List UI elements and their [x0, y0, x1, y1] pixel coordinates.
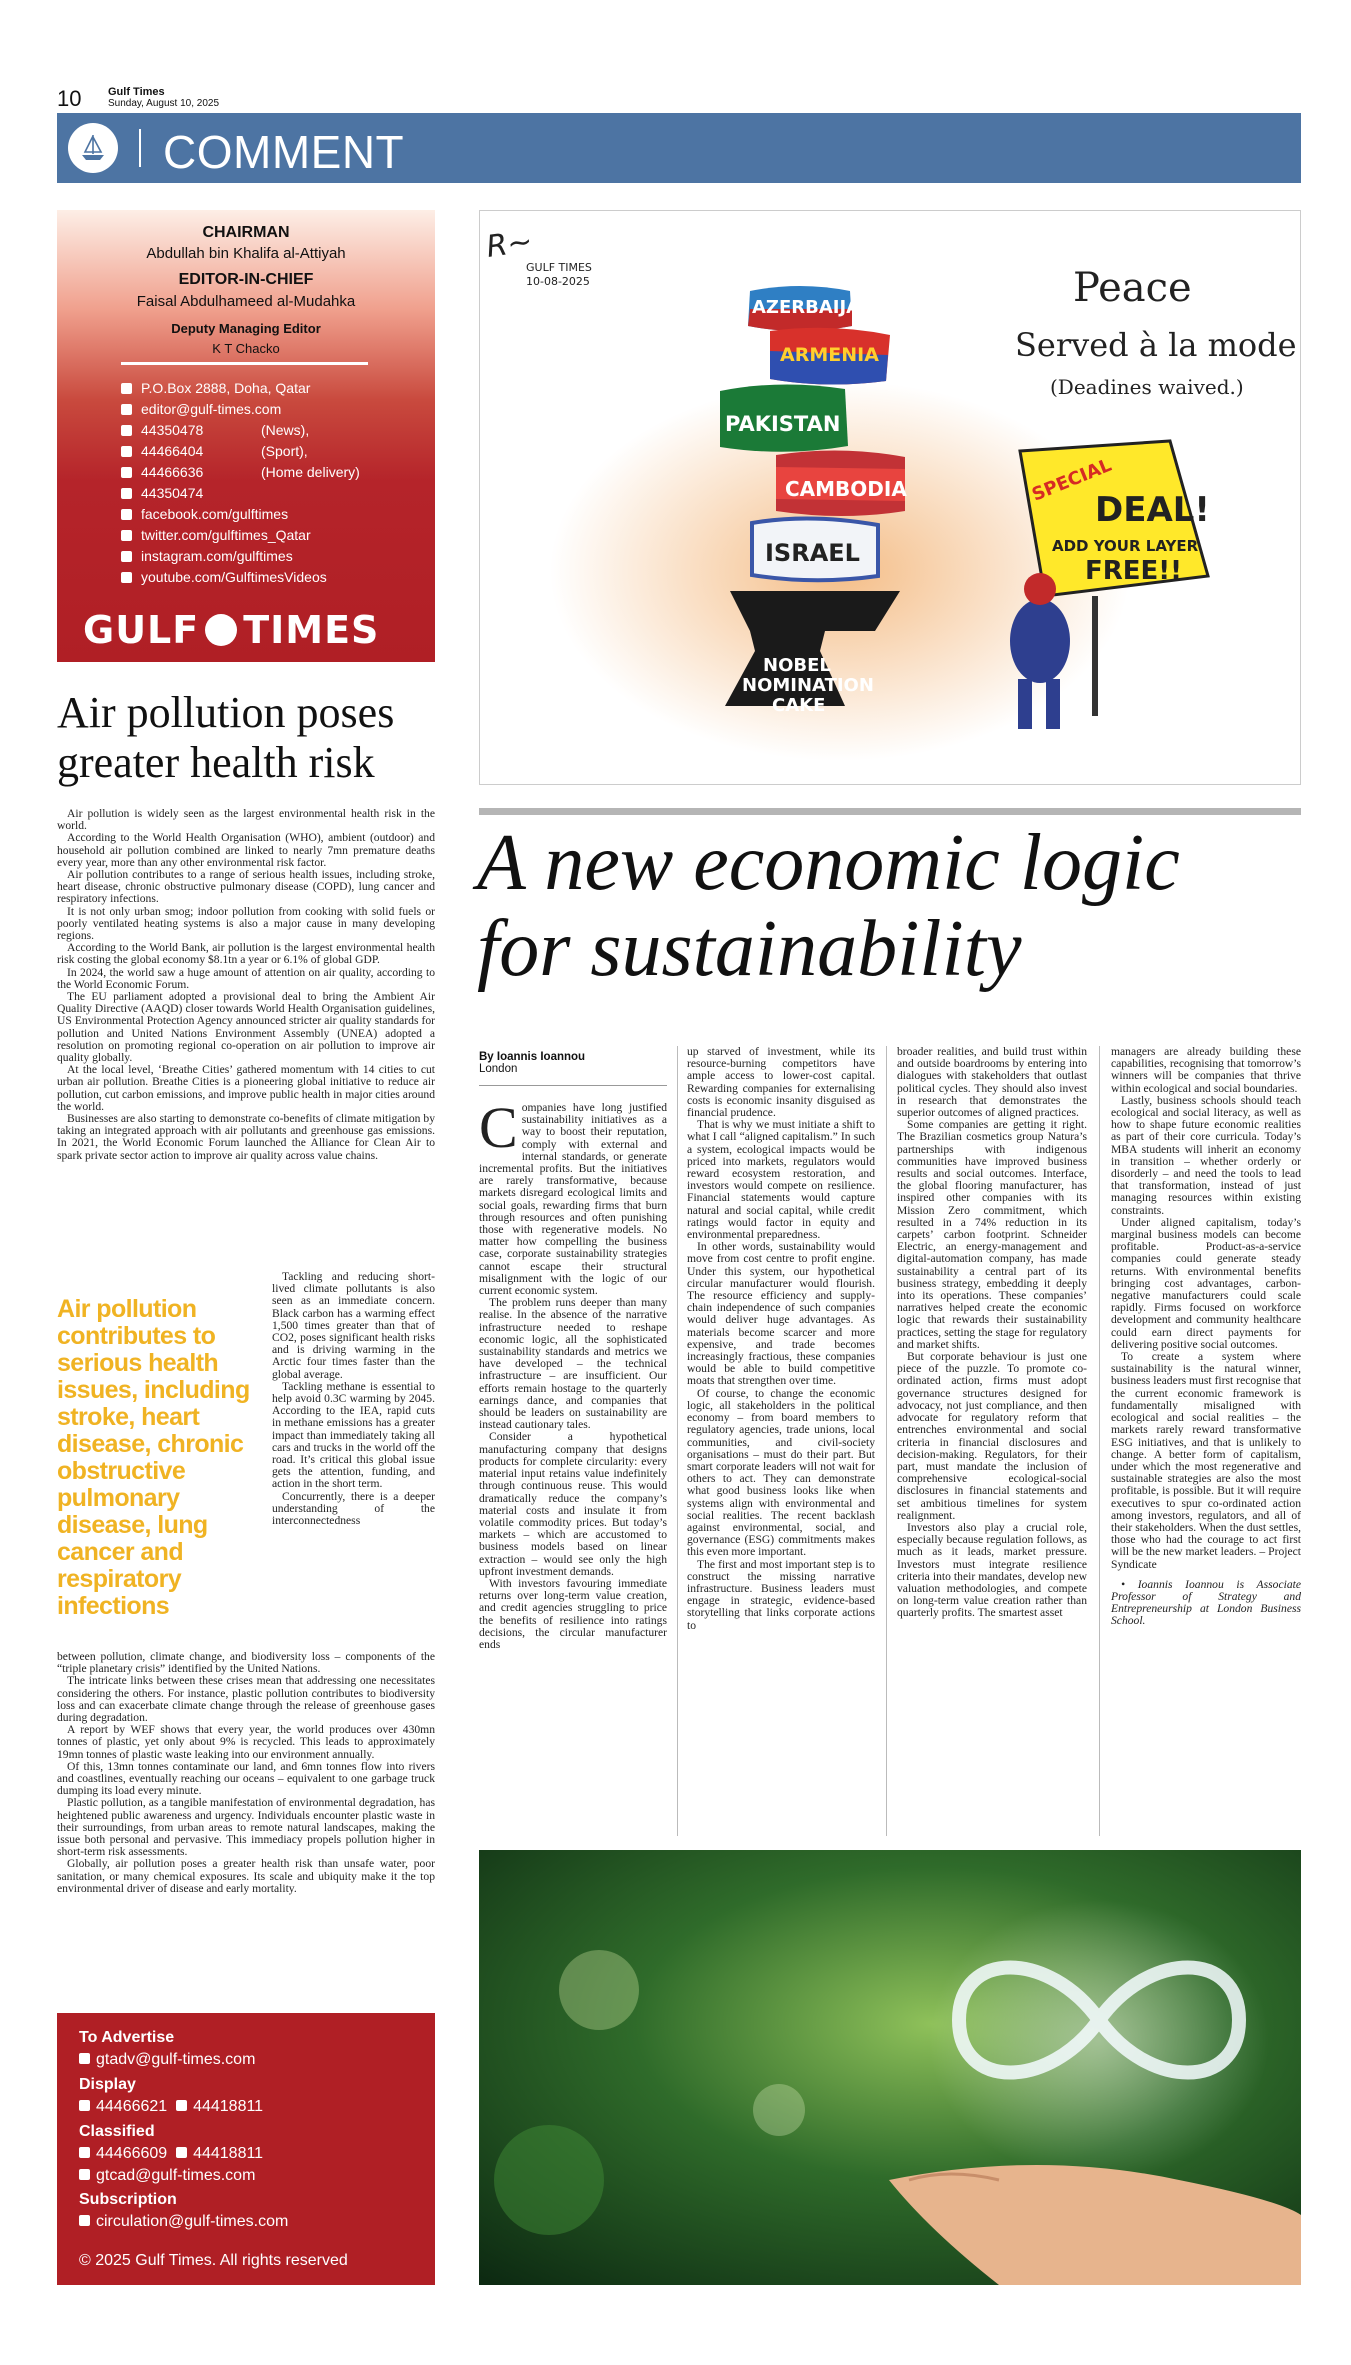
- cartoon-date: 10-08-2025: [526, 275, 590, 288]
- deputy-role: Deputy Managing Editor: [171, 321, 321, 336]
- advertise-email[interactable]: gtadv@gulf-times.com: [79, 2051, 255, 2069]
- sign-add-layer: ADD YOUR LAYER: [1052, 537, 1199, 555]
- instagram-icon: [121, 551, 132, 562]
- contact-facebook[interactable]: facebook.com/gulftimes: [121, 506, 288, 524]
- drop-cap: C: [479, 1095, 518, 1160]
- email-icon: [79, 2053, 90, 2064]
- mailbox-icon: [121, 383, 132, 394]
- svg-text:R~: R~: [484, 223, 535, 265]
- main-column-3: broader realities, and build trust within and outside boardrooms by entering into dialogues with stakeholders that outlast political cycles. They should also invest in research that demonstrates the superior outcomes of aligned practices. Some companies are getting it right. The Brazilian cosmetics group Natura’s partnerships with indigenous communities have improved business results and social outcomes. Interface, the global flooring manufacturer, has inspired other companies with its Mission Zero commitment, which resulted in a 74% reduction in its carpets’ carbon footprint. Schneider Electric, an energy-management and digital-automation company, has made sustainability a central part of its business strategy, embedding it deeply into its operations. These companies’ narratives helped create the economic logic that rewards their sustainability practices, setting the stage for regulatory and market shifts. But corporate behaviour is just one piece of the puzzle. To promote co-ordinated action, firms must adopt governance structures designed for advocacy, not just compliance, and then advocate for regulatory reform that entrenches environmental and social criteria in financial disclosures and decision-making. Regulators, for their part, must mandate the inclusion of comprehensive ecological-social disclosures in financial statements and set ambitious timelines for system realignment. Investors also play a crucial role, especially because regulation follows, as much as it leads, market pressure. Investors must integrate resilience criteria into their mandates, develop new valuation methodologies, and compete on long-term value creation rather than quarterly profits. The smartest asset: [897, 1045, 1087, 1620]
- cake-label-3: CAKE: [772, 695, 826, 716]
- facebook-icon: [121, 509, 132, 520]
- author-footnote: • Ioannis Ioannou is Associate Professor of Strategy and Entrepreneurship at London Business School.: [1111, 1577, 1301, 1628]
- main-column-4: managers are already building these capabilities, recognising that tomorrow’s winners will be companies that thrive within ecological and social boundaries. Lastly, business schools should teach ecological and social literacy, as well as how to shape future economic realities as part of their core curricula. Today’s MBA students will inherit an economy in transition – whether orderly or disorderly – and need the tools to lead that transformation, instead of just managing resources within existing constraints. Under aligned capitalism, today’s marginal business models can become profitable. Product-as-a-service companies could generate steady returns. With environmental benefits bringing cost advantages, carbon-negative manufacturers could scale rapidly. Firms focused on workforce development and community healthcare could earn direct payments for delivering positive social outcomes. To create a system where sustainability is the natural winner, business leaders must first recognise that the current economic framework is fundamentally misaligned with ecological and social realities – the markets rarely reward transformative ESG initiatives, and that is unlikely to change. A better form of capitalism, under which the most regenerative and sustainable strategies are also the most profitable, is possible. But it will require executives to spur co-ordinated action among investors, regulators, and all of their stakeholders. When the dust settles, those who had the courage to act first will be the new market leaders. – Project Syndicate • Ioannis Ioannou is Associate Professor of Strategy and Entrepreneurship at London Business School.: [1111, 1045, 1301, 1628]
- phone-icon: [121, 425, 132, 436]
- phone-icon: [121, 467, 132, 478]
- sustainability-photo: [479, 1850, 1301, 2285]
- column-divider: [886, 1046, 887, 1836]
- editor-name: Faisal Abdulhameed al-Mudahka: [136, 293, 356, 310]
- contact-address: P.O.Box 2888, Doha, Qatar: [121, 380, 310, 398]
- chairman-name: Abdullah bin Khalifa al-Attiyah: [146, 245, 346, 262]
- contact-twitter[interactable]: twitter.com/gulftimes_Qatar: [121, 527, 311, 545]
- editor-role: EDITOR-IN-CHIEF: [178, 271, 314, 288]
- layer-azerbaijan: AZERBAIJAN: [752, 297, 876, 318]
- cartoon-signature: GULF TIMES: [526, 261, 592, 274]
- fax-icon: [121, 488, 132, 499]
- author-name: By Ioannis Ioannou: [479, 1051, 586, 1063]
- classified-phones[interactable]: 44466609 44418811: [79, 2145, 263, 2163]
- fax-icon: [176, 2147, 187, 2158]
- deputy-name: K T Chacko: [212, 341, 280, 356]
- subscription-email[interactable]: circulation@gulf-times.com: [79, 2213, 288, 2231]
- brand-dhow-icon: [205, 614, 237, 646]
- masthead-box: [57, 210, 435, 662]
- section-rule: [479, 808, 1301, 815]
- x-icon: [121, 530, 132, 541]
- left-article-side: Tackling and reducing short-lived climate pollutants is also seen as an immediate concern. Black carbon has a warming effect 1,500 times greater than that of CO2, poses significant health risks and is driving warming in the Arctic four times faster than the global average. Tackling methane is essential to help avoid 0.3C warming by 2045. According to the IEA, rapid cuts in methane emissions has a greater impact than immediately taking all cars and trucks in the world off the road. It’s critical this global issue gets the attention, funding, and action in the short term. Concurrently, there is a deeper understanding of the interconnectedness: [272, 1270, 435, 1528]
- sign-free: FREE!!: [1085, 556, 1183, 586]
- left-article-bottom: between pollution, climate change, and biodiversity loss – components of the “triple planetary crisis” identified by the United Nations. The intricate links between these crises mean that addressing one necessitates considering the others. For instance, plastic pollution contributes to biodiversity loss and can exacerbate climate change through the release of greenhouse gases during degradation. A report by WEF shows that every year, the world produces over 430mn tonnes of plastic, yet only about 9% is recycled. This leads to approximately 19mn tonnes of plastic waste leaking into our environment annually. Of this, 13mn tonnes contaminate our land, and 6mn tonnes flow into rivers and coastlines, eventually reaching our oceans – equivalent to one garbage truck dumping its load every minute. Plastic pollution, as a tangible manifestation of environmental degradation, has heightened public awareness and urgency. Individuals encounter plastic waste in their surroundings, from urban areas to remote natural landscapes, making the issue both personal and pervasive. This immediacy propels pollution higher in short-term risk assessments. Globally, air pollution poses a greater health risk than unsafe water, poor sanitation, or many chemical exposures. Its scale and ubiquity make it the top environmental driver of disease and early mortality.: [57, 1650, 435, 1895]
- email-icon: [121, 404, 132, 415]
- cake-label-1: NOBEL: [763, 655, 831, 676]
- cake-label-2: NOMINATION: [742, 675, 874, 696]
- classified-heading: Classified: [79, 2123, 155, 2140]
- editorial-cartoon: [479, 210, 1301, 785]
- publication-date: Sunday, August 10, 2025: [108, 98, 220, 109]
- youtube-icon: [121, 572, 132, 583]
- phone-icon: [121, 446, 132, 457]
- column-divider: [1099, 1046, 1100, 1836]
- layer-israel: ISRAEL: [765, 539, 860, 567]
- copyright: © 2025 Gulf Times. All rights reserved: [79, 2252, 348, 2269]
- cartoon-deadlines: (Deadines waived.): [1050, 375, 1244, 399]
- advertising-box: [57, 2013, 435, 2285]
- page-number: 10: [57, 86, 82, 111]
- layer-pakistan: PAKISTAN: [725, 412, 841, 436]
- contact-divider: [121, 362, 368, 365]
- display-phones[interactable]: 44466621 44418811: [79, 2098, 263, 2116]
- left-article-top: Air pollution is widely seen as the largest environmental health risk in the world. According to the World Health Organisation (WHO), ambient (outdoor) and household air pollution combined are linked to nearly 7mn premature deaths every year, more than any other environmental risk factor. Air pollution contributes to a range of serious health issues, including stroke, heart disease, chronic obstructive pulmonary disease (COPD), lung cancer and respiratory infections. It is not only urban smog; indoor pollution from cooking with solid fuels or poorly ventilated heating systems is also a major cause in many developing regions. According to the World Bank, air pollution is the largest environmental health risk costing the global economy $8.1tn a year or 6.1% of global GDP. In 2024, the world saw a huge amount of attention on air quality, according to the World Economic Forum. The EU parliament adopted a provisional deal to bring the Ambient Air Quality Directive (AAQD) closer towards World Health Organisation guidelines, US Environmental Protection Agency announced stricter air quality standards for pollution and United Nations Environment Assembly (UNEA) adopted a resolution on promoting regional co-operation on air pollution to improve air quality globally. At the local level, ‘Breathe Cities’ gathered momentum with 14 cities to cut urban air pollution. Breathe Cities is a pioneering global initiative to reduce air pollution, cut carbon emissions, and improve public health in major cities around the world. Businesses are also starting to demonstrate co-benefits of climate mitigation by taking an integrated approach with air pollutants and greenhouse gas emissions. In 2021, the World Economic Forum launched the Alliance for Clean Air to spark private sector action to improve air quality across value chains.: [57, 807, 435, 1162]
- left-headline: Air pollution poses greater health risk: [57, 688, 395, 787]
- gulf-times-logo: GULF TIMES: [83, 608, 380, 652]
- section-title: COMMENT: [163, 126, 405, 178]
- sign-deal: DEAL!: [1095, 490, 1210, 530]
- layer-cambodia: CAMBODIA: [785, 477, 907, 501]
- main-column-2: up starved of investment, while its resource-burning competitors have ample access to lower-cost capital. Rewarding companies for externalising costs is economic insanity disguised as financial prudence. That is why we must initiate a shift to what I call “aligned capitalism.” In such a system, ecological impacts would be priced into markets, regulators would reward ecosystem restoration, and investors would compete on resilience. Financial statements would capture natural and social capital, while credit ratings would factor in equity and environmental preparedness. In other words, sustainability would move from cost centre to profit engine. Under this system, our hypothetical circular manufacturer would flourish. The resource efficiency and supply-chain independence of such companies would deliver huge advantages. As materials become scarcer and more expensive, and trade becomes increasingly fractious, these companies would be able to build competitive moats that strengthen over time. Of course, to change the economic logic, all stakeholders in the political economy – from board members to regulatory agencies, trade unions, local communities, and civil-society organisations – must do their part. But smart corporate leaders will not wait for others to act. They can demonstrate what good business looks like when systems align with environmental and social realities. The recent backlash against environmental, social, and governance (ESG) commitments makes this even more important. The first and most important step is to construct the missing narrative infrastructure. Business leaders must engage in strategic, evidence-based storytelling that links corporate actions to: [687, 1045, 875, 1632]
- advertise-heading: To Advertise: [79, 2029, 175, 2046]
- chairman-role: CHAIRMAN: [202, 224, 290, 241]
- pull-quote: Air pollution contributes to serious health issues, including stroke, heart disease, chronic obstructive pulmonary disease, lung cancer and respiratory infections: [57, 1295, 250, 1620]
- dhow-logo-icon: [68, 123, 118, 173]
- author-location: London: [479, 1063, 518, 1075]
- email-icon: [79, 2169, 90, 2180]
- subscription-heading: Subscription: [79, 2191, 177, 2208]
- byline: [479, 1051, 669, 1075]
- byline-rule: [479, 1085, 667, 1086]
- email-icon: [79, 2215, 90, 2226]
- contact-youtube[interactable]: youtube.com/GulftimesVideos: [121, 569, 327, 587]
- column-divider: [677, 1046, 678, 1836]
- cartoon-peace: Peace: [1073, 265, 1192, 311]
- main-headline: A new economic logic for sustainability: [477, 819, 1180, 993]
- sign-special: SPECIAL: [1029, 454, 1115, 506]
- contact-phone-sport[interactable]: 44466404 (Sport),: [121, 443, 203, 461]
- classified-email[interactable]: gtcad@gulf-times.com: [79, 2167, 255, 2185]
- publication-name: Gulf Times: [108, 86, 165, 98]
- main-column-1: Companies have long justified sustainability initiatives as a way to boost their reputation, comply with external and internal standards, or generate incremental profits. But the initiatives are rarely transformative, because markets disregard ecological limits and social goals, rewarding firms that burn through resources and often punishing those with regenerative models. No matter how compelling the business case, corporate sustainability strategies cannot escape their structural misalignment with the logic of our current economic system. The problem runs deeper than many realise. In the absence of the narrative infrastructure needed to reshape economic logic, all the sophisticated sustainability standards and metrics we have developed – the technical infrastructure – are insufficient. Our efforts remain hostage to the quarterly earnings dance, and companies that should be leaders on sustainability are instead cautionary tales. Consider a hypothetical manufacturing company that designs products for complete circularity: every material input retains value indefinitely through continuous reuse. This would dramatically reduce the company’s material costs and insulate it from volatile commodity prices. But today’s markets – which are accustomed to business models based on linear extraction – would see only the high upfront investment demands. With investors favouring immediate returns over long-term value creation, and credit agencies struggling to price the benefits of resilience into ratings decisions, the circular manufacturer ends: [479, 1095, 667, 1651]
- fax-icon: [176, 2100, 187, 2111]
- contact-fax: 44350474: [121, 485, 203, 503]
- contact-phone-news[interactable]: 44350478 (News),: [121, 422, 203, 440]
- band-separator: [139, 129, 141, 167]
- layer-armenia: ARMENIA: [780, 344, 879, 366]
- display-heading: Display: [79, 2076, 136, 2093]
- contact-phone-delivery[interactable]: 44466636 (Home delivery): [121, 464, 203, 482]
- section-band: [57, 113, 1301, 183]
- contact-email[interactable]: editor@gulf-times.com: [121, 401, 281, 419]
- phone-icon: [79, 2147, 90, 2158]
- phone-icon: [79, 2100, 90, 2111]
- cartoon-served: Served à la mode: [1015, 326, 1297, 364]
- contact-instagram[interactable]: instagram.com/gulftimes: [121, 548, 293, 566]
